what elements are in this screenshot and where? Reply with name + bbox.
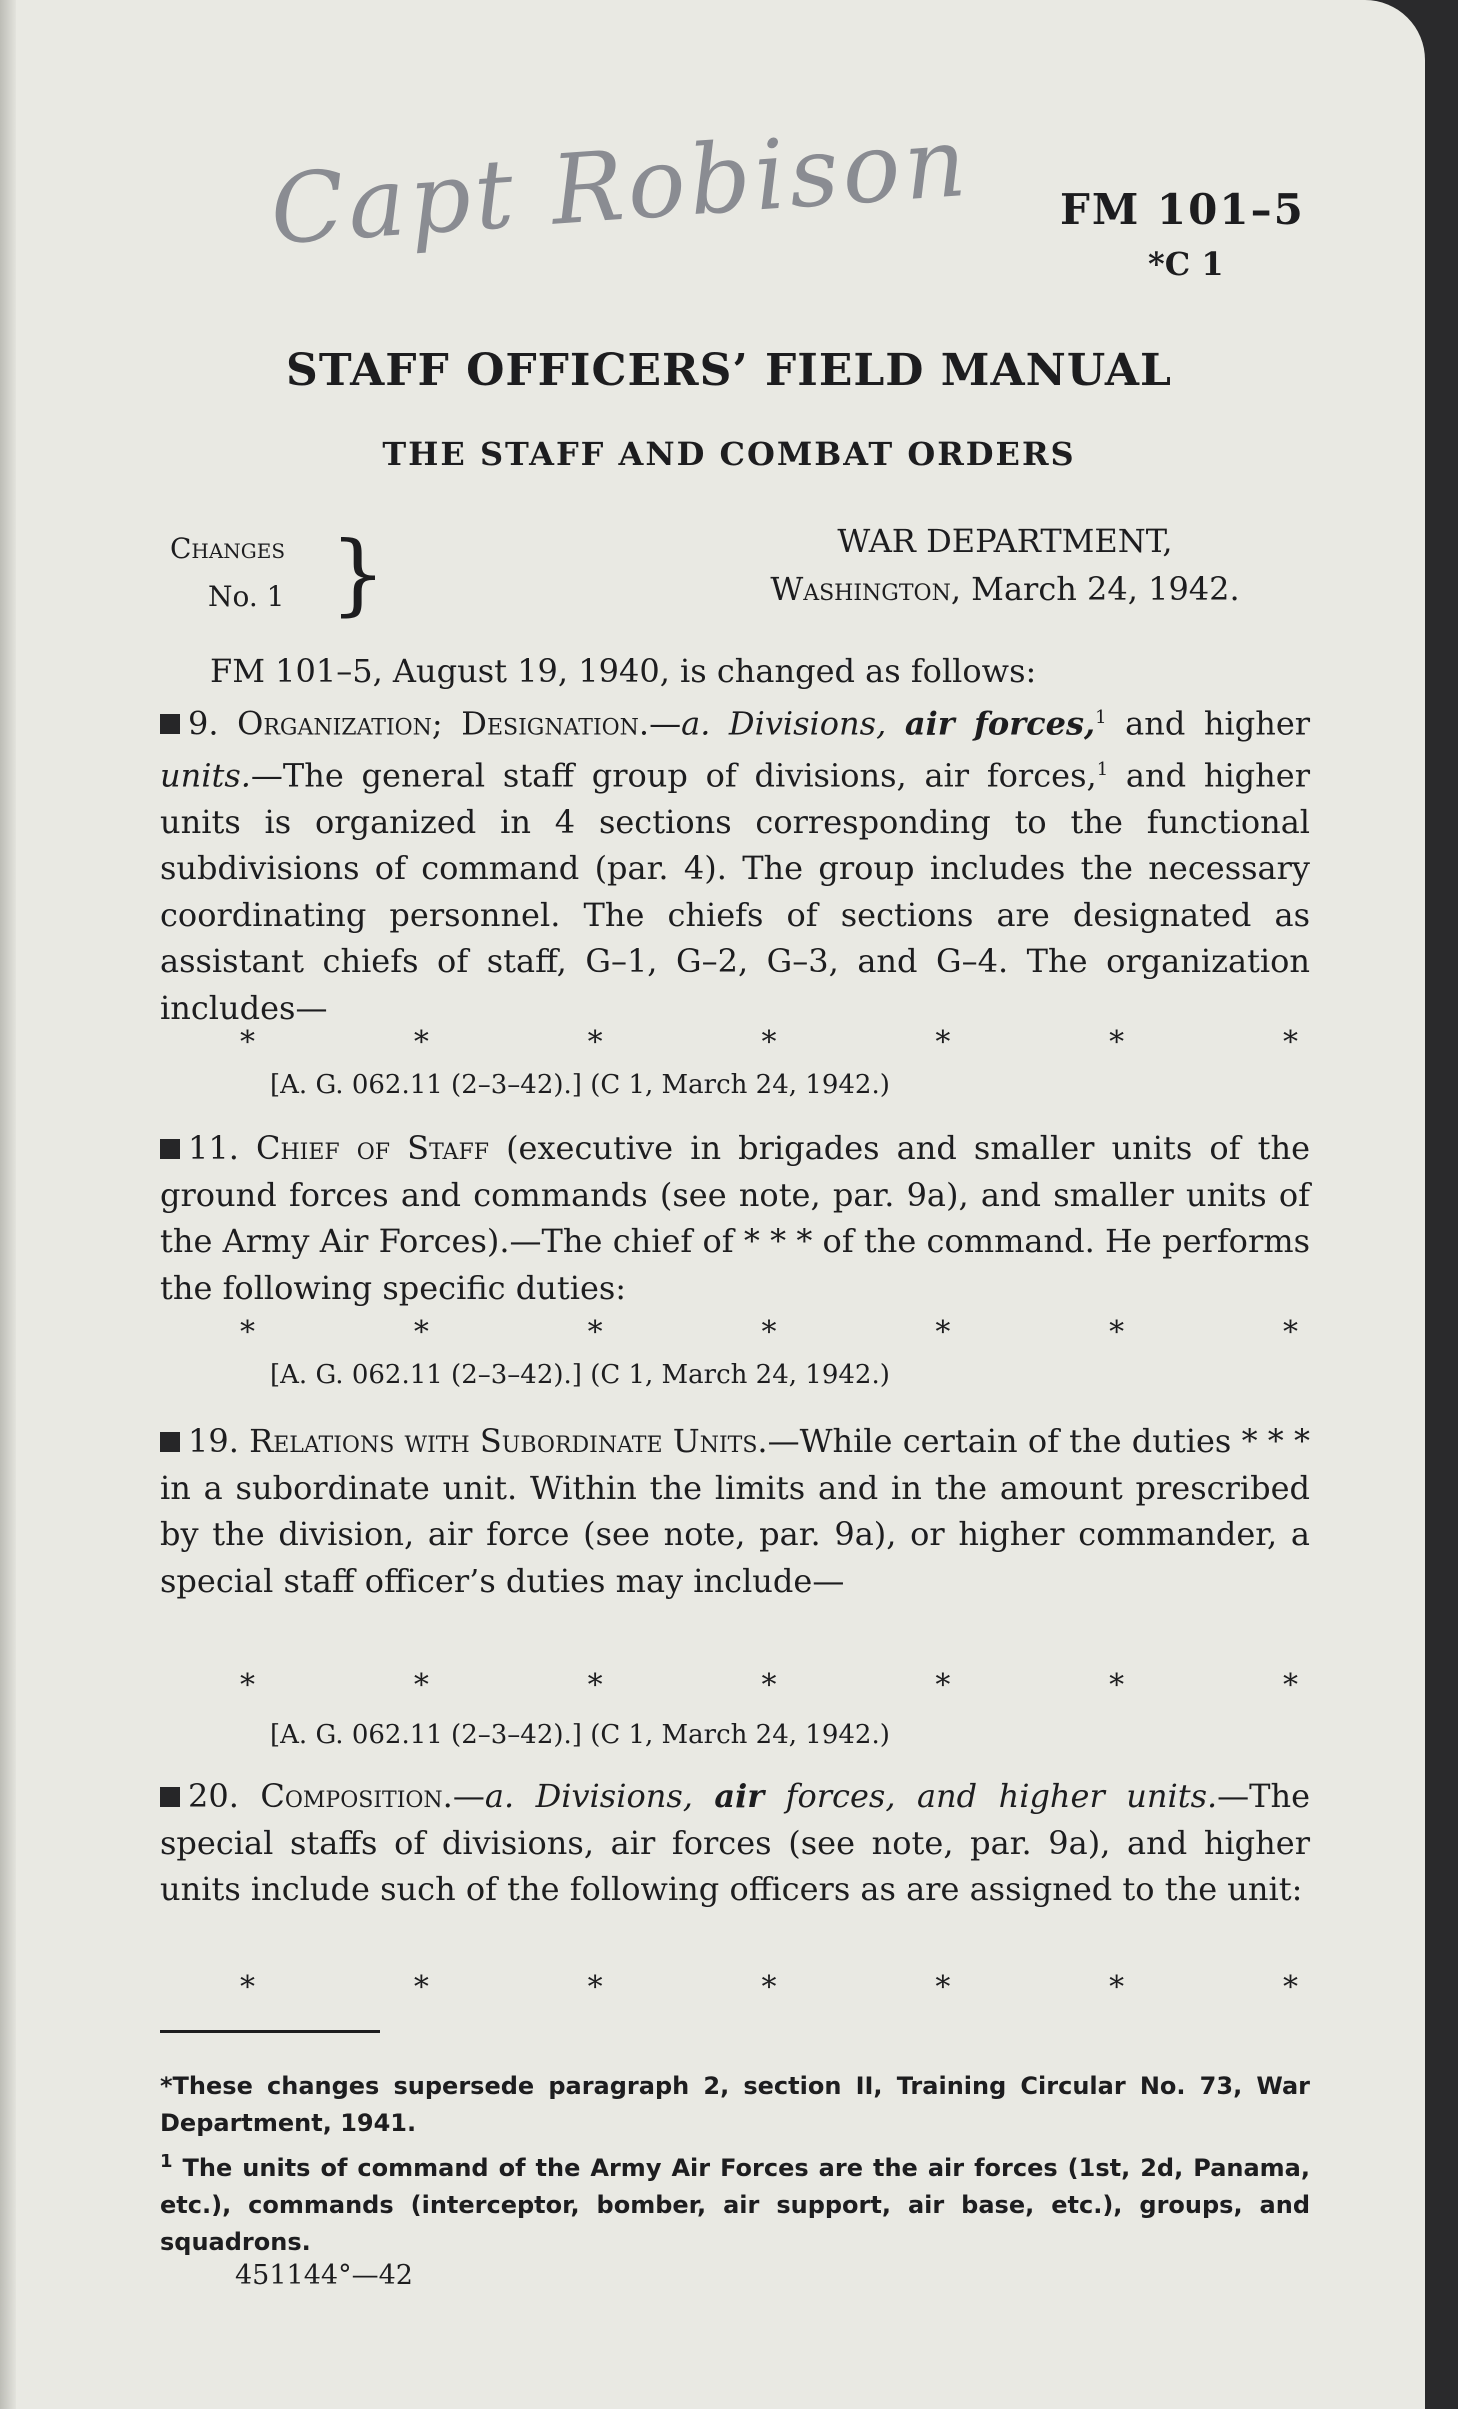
section-marker-icon [160, 1139, 180, 1159]
section-marker-icon [160, 1787, 180, 1807]
reference-2: [A. G. 062.11 (2–3–42).] (C 1, March 24, 1942.) [270, 1360, 890, 1390]
issuer-date: March 24, 1942. [971, 570, 1240, 608]
footnote-star: *These changes supersede paragraph 2, section II, Training Circular No. 73, War Department, 1941. [160, 2072, 1310, 2137]
print-code: 451144°—42 [235, 2260, 413, 2291]
changes-number: No. 1 [208, 580, 285, 613]
paragraph-9: 9. Organization; Designation.—a. Divisions, air forces,$^1$ and higher units.—The general staff group of divisions, air forces,$^1$ and higher units is organized in 4 sections corresponding to the functional subdivisions of command (par. 4). The group includes the necessary coordinating personnel. The chiefs of sections are designated as assistant chiefs of staff, G–1, G–2, G–3, and G–4. The organization includes— [160, 704, 1311, 1027]
document-subtitle: THE STAFF AND COMBAT ORDERS [382, 435, 1076, 473]
intro-and-paragraph-9 [160, 648, 1310, 1031]
ellipsis-stars-3: * * * * * * * [240, 1668, 1298, 1703]
handwritten-signature: Capt Robison [266, 105, 974, 267]
section-marker-icon [160, 1432, 180, 1452]
change-code: *C 1 [1148, 245, 1224, 283]
footnote-divider [160, 2030, 380, 2033]
issuer-city: Washington, [770, 570, 961, 608]
paragraph-19: 19. Relations with Subordinate Units.—While certain of the duties * * * in a subordinate unit. Within the limits and in the amount prescribed by the division, air force (see note, par. 9a), or higher commander, a special staff officer’s duties may include— [160, 1422, 1310, 1600]
brace-symbol: } [330, 522, 386, 625]
section-marker-icon [160, 714, 180, 734]
intro-line: FM 101–5, August 19, 1940, is changed as follows: [210, 652, 1037, 690]
paragraph-20: 20. Composition.—a. Divisions, air forces, and higher units.—The special staffs of divisions, air forces (see note, par. 9a), and higher units include such of the following officers as are assigned to the unit: [160, 1777, 1311, 1908]
ellipsis-stars-2: * * * * * * * [240, 1315, 1298, 1350]
footnote-1: $^1$ The units of command of the Army Air Forces are the air forces (1st, 2d, Panama, etc.), commands (interceptor, bomber, air support, air base, etc.), groups, and squadrons. [160, 2151, 1310, 2256]
manual-number: FM 101–5 [1060, 185, 1305, 234]
ellipsis-stars-4: * * * * * * * [240, 1970, 1298, 2005]
reference-3: [A. G. 062.11 (2–3–42).] (C 1, March 24, 1942.) [270, 1720, 890, 1750]
issuing-department [740, 517, 1270, 613]
ellipsis-stars-1: * * * * * * * [240, 1025, 1298, 1060]
document-title: STAFF OFFICERS’ FIELD MANUAL [286, 345, 1172, 396]
changes-block [170, 522, 386, 625]
department-name: WAR DEPARTMENT, [837, 522, 1173, 560]
changes-label: Changes [170, 532, 286, 565]
reference-1: [A. G. 062.11 (2–3–42).] (C 1, March 24, 1942.) [270, 1070, 890, 1100]
paragraph-11: 11. Chief of Staff (executive in brigades and smaller units of the ground forces and commands (see note, par. 9a), and smaller units of the Army Air Forces).—The chief of * * * of the command. He performs the following specific duties: [160, 1129, 1310, 1307]
